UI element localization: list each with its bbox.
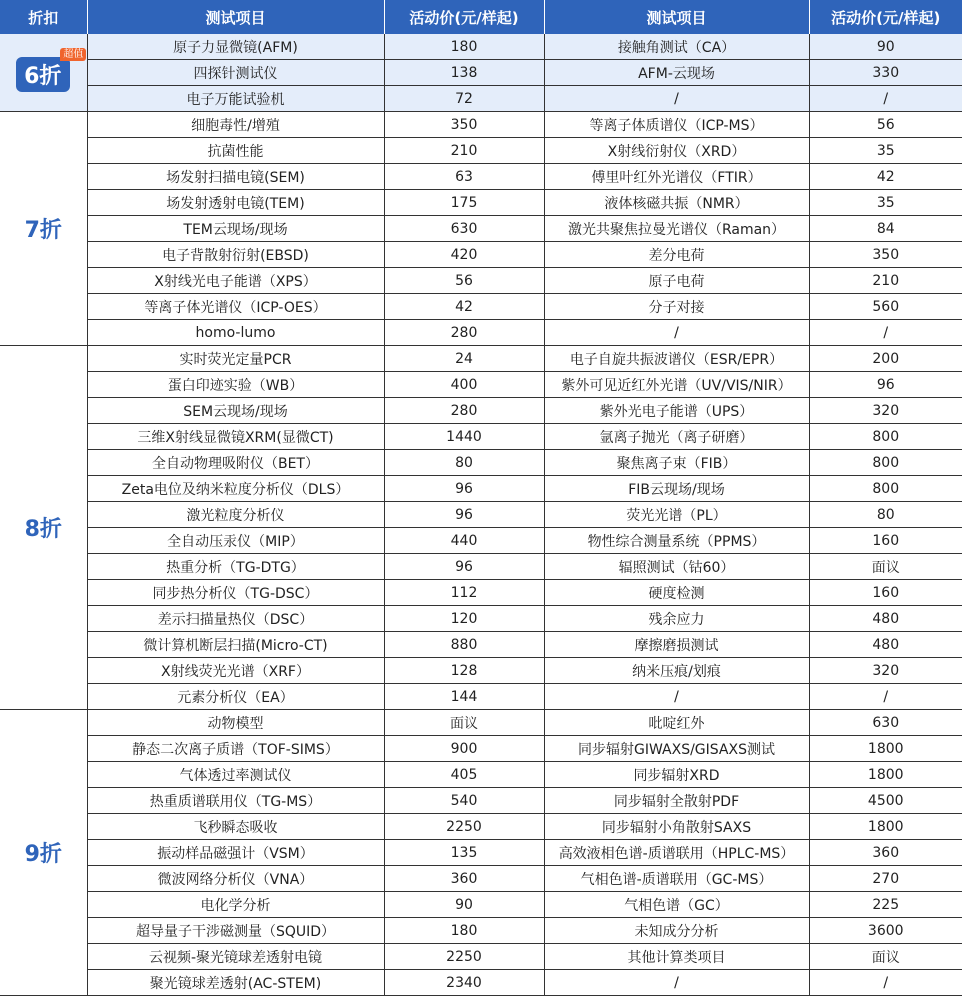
item-price-2: / (809, 970, 962, 996)
table-header (0, 0, 962, 34)
item-name-2: 氩离子抛光（离子研磨） (544, 424, 809, 450)
item-price: 280 (384, 398, 544, 424)
item-price: 96 (384, 554, 544, 580)
discount-group (0, 112, 962, 346)
item-name: 三维X射线显微镜XRM(显微CT) (87, 424, 384, 450)
table-row (0, 450, 962, 476)
item-price-2: 480 (809, 606, 962, 632)
item-price: 24 (384, 346, 544, 372)
item-name: 热重质谱联用仪（TG-MS） (87, 788, 384, 814)
item-price-2: 800 (809, 476, 962, 502)
item-price: 405 (384, 762, 544, 788)
item-price: 880 (384, 632, 544, 658)
item-name: 热重分析（TG-DTG） (87, 554, 384, 580)
item-price: 135 (384, 840, 544, 866)
item-price-2: 84 (809, 216, 962, 242)
item-name: 静态二次离子质谱（TOF-SIMS） (87, 736, 384, 762)
item-price-2: 面议 (809, 944, 962, 970)
discount-group (0, 710, 962, 996)
discount-cell: 7折 (0, 112, 87, 346)
item-name: TEM云现场/现场 (87, 216, 384, 242)
item-price: 350 (384, 112, 544, 138)
table-row (0, 34, 962, 60)
table-row (0, 112, 962, 138)
item-price: 900 (384, 736, 544, 762)
item-name-2: 其他计算类项目 (544, 944, 809, 970)
item-name: 电子万能试验机 (87, 86, 384, 112)
item-price: 440 (384, 528, 544, 554)
item-price: 2250 (384, 944, 544, 970)
item-name-2: FIB云现场/现场 (544, 476, 809, 502)
item-price: 400 (384, 372, 544, 398)
table-row (0, 346, 962, 372)
item-name: 场发射扫描电镜(SEM) (87, 164, 384, 190)
table-row (0, 268, 962, 294)
item-price-2: 35 (809, 138, 962, 164)
item-name: 气体透过率测试仪 (87, 762, 384, 788)
item-price: 2250 (384, 814, 544, 840)
table-row (0, 762, 962, 788)
table-row (0, 502, 962, 528)
table-row (0, 580, 962, 606)
item-price: 280 (384, 320, 544, 346)
header-row (0, 0, 962, 34)
item-name: 蛋白印迹实验（WB） (87, 372, 384, 398)
table-row (0, 788, 962, 814)
item-name-2: 荧光光谱（PL） (544, 502, 809, 528)
item-name: homo-lumo (87, 320, 384, 346)
table-row (0, 528, 962, 554)
item-price-2: 4500 (809, 788, 962, 814)
item-price: 2340 (384, 970, 544, 996)
table-row (0, 242, 962, 268)
table-row (0, 632, 962, 658)
table-row (0, 710, 962, 736)
item-price: 128 (384, 658, 544, 684)
item-price-2: 210 (809, 268, 962, 294)
item-name: 差示扫描量热仪（DSC） (87, 606, 384, 632)
item-price-2: 360 (809, 840, 962, 866)
item-name-2: 聚焦离子束（FIB） (544, 450, 809, 476)
item-name-2: / (544, 970, 809, 996)
item-price-2: 160 (809, 528, 962, 554)
item-name: 激光粒度分析仪 (87, 502, 384, 528)
item-name: SEM云现场/现场 (87, 398, 384, 424)
table-row (0, 424, 962, 450)
item-name-2: 辐照测试（钴60） (544, 554, 809, 580)
item-price: 210 (384, 138, 544, 164)
table-row (0, 554, 962, 580)
item-name: 超导量子干涉磁测量（SQUID） (87, 918, 384, 944)
item-price: 63 (384, 164, 544, 190)
table-row (0, 320, 962, 346)
item-price: 96 (384, 476, 544, 502)
item-name-2: 纳米压痕/划痕 (544, 658, 809, 684)
item-price: 180 (384, 918, 544, 944)
item-price: 540 (384, 788, 544, 814)
item-name-2: 液体核磁共振（NMR） (544, 190, 809, 216)
item-price: 175 (384, 190, 544, 216)
item-name-2: 紫外光电子能谱（UPS） (544, 398, 809, 424)
item-name: 细胞毒性/增殖 (87, 112, 384, 138)
super-value-tag: 超值 (60, 48, 86, 61)
item-price-2: / (809, 684, 962, 710)
header-item: 测试项目 (87, 0, 384, 34)
item-price: 144 (384, 684, 544, 710)
discount-label: 6折 (24, 64, 62, 89)
item-name: 云视频-聚光镜球差透射电镜 (87, 944, 384, 970)
discount-cell: 8折 (0, 346, 87, 710)
item-price-2: 1800 (809, 762, 962, 788)
item-name: 原子力显微镜(AFM) (87, 34, 384, 60)
item-name-2: 分子对接 (544, 294, 809, 320)
item-price-2: 56 (809, 112, 962, 138)
discount-cell (0, 34, 87, 112)
table-row (0, 190, 962, 216)
discount-badge (16, 49, 84, 92)
item-price-2: 225 (809, 892, 962, 918)
item-name-2: 傅里叶红外光谱仪（FTIR） (544, 164, 809, 190)
item-name-2: 同步辐射XRD (544, 762, 809, 788)
item-price-2: 面议 (809, 554, 962, 580)
item-price-2: 1800 (809, 814, 962, 840)
header-discount: 折扣 (0, 0, 87, 34)
item-name-2: 摩擦磨损测试 (544, 632, 809, 658)
item-name-2: 原子电荷 (544, 268, 809, 294)
table-row (0, 216, 962, 242)
item-name-2: 硬度检测 (544, 580, 809, 606)
item-price-2: 320 (809, 658, 962, 684)
item-price: 42 (384, 294, 544, 320)
table-row (0, 918, 962, 944)
item-name: X射线光电子能谱（XPS） (87, 268, 384, 294)
table-row (0, 476, 962, 502)
item-name: 微计算机断层扫描(Micro-CT) (87, 632, 384, 658)
table-row (0, 606, 962, 632)
item-name: 全自动压汞仪（MIP） (87, 528, 384, 554)
item-price: 72 (384, 86, 544, 112)
item-price-2: 560 (809, 294, 962, 320)
item-name-2: X射线衍射仪（XRD） (544, 138, 809, 164)
item-name: 实时荧光定量PCR (87, 346, 384, 372)
discount-group (0, 346, 962, 710)
table-row (0, 372, 962, 398)
item-name-2: 紫外可见近红外光谱（UV/VIS/NIR） (544, 372, 809, 398)
item-name-2: 同步辐射小角散射SAXS (544, 814, 809, 840)
item-price-2: 630 (809, 710, 962, 736)
table-row (0, 164, 962, 190)
item-price: 120 (384, 606, 544, 632)
item-price: 80 (384, 450, 544, 476)
table-row (0, 944, 962, 970)
item-price-2: 3600 (809, 918, 962, 944)
item-name: 动物模型 (87, 710, 384, 736)
item-price: 138 (384, 60, 544, 86)
item-name-2: 差分电荷 (544, 242, 809, 268)
item-price-2: 800 (809, 450, 962, 476)
table-row (0, 138, 962, 164)
item-name: 等离子体光谱仪（ICP-OES） (87, 294, 384, 320)
item-price: 420 (384, 242, 544, 268)
table-row (0, 866, 962, 892)
item-name: 振动样品磁强计（VSM） (87, 840, 384, 866)
discount-group (0, 34, 962, 112)
item-price: 90 (384, 892, 544, 918)
item-price-2: 90 (809, 34, 962, 60)
item-name-2: 电子自旋共振波谱仪（ESR/EPR） (544, 346, 809, 372)
item-price-2: 350 (809, 242, 962, 268)
table-row (0, 294, 962, 320)
item-price-2: 330 (809, 60, 962, 86)
item-name-2: / (544, 86, 809, 112)
table-row (0, 814, 962, 840)
table-row (0, 970, 962, 996)
item-name: X射线荧光光谱（XRF） (87, 658, 384, 684)
table-row (0, 892, 962, 918)
item-name: 飞秒瞬态吸收 (87, 814, 384, 840)
item-name-2: 气相色谱（GC） (544, 892, 809, 918)
table-row (0, 60, 962, 86)
item-name: 电子背散射衍射(EBSD) (87, 242, 384, 268)
item-name: 全自动物理吸附仪（BET） (87, 450, 384, 476)
item-price-2: / (809, 320, 962, 346)
item-name-2: 同步辐射全散射PDF (544, 788, 809, 814)
item-name: 电化学分析 (87, 892, 384, 918)
item-name-2: 物性综合测量系统（PPMS） (544, 528, 809, 554)
item-price-2: 480 (809, 632, 962, 658)
item-price: 360 (384, 866, 544, 892)
item-price-2: 160 (809, 580, 962, 606)
item-name-2: 高效液相色谱-质谱联用（HPLC-MS） (544, 840, 809, 866)
header-price-2: 活动价(元/样起) (809, 0, 962, 34)
item-price-2: 800 (809, 424, 962, 450)
table-row (0, 398, 962, 424)
item-name-2: 激光共聚焦拉曼光谱仪（Raman） (544, 216, 809, 242)
item-price-2: 320 (809, 398, 962, 424)
item-name: 同步热分析仪（TG-DSC） (87, 580, 384, 606)
table-row (0, 736, 962, 762)
item-price-2: 96 (809, 372, 962, 398)
table-row (0, 658, 962, 684)
item-price: 1440 (384, 424, 544, 450)
discount-cell: 9折 (0, 710, 87, 996)
item-name-2: 残余应力 (544, 606, 809, 632)
table-row (0, 684, 962, 710)
item-name: 场发射透射电镜(TEM) (87, 190, 384, 216)
item-name-2: / (544, 684, 809, 710)
item-price: 56 (384, 268, 544, 294)
item-price: 96 (384, 502, 544, 528)
item-name-2: 未知成分分析 (544, 918, 809, 944)
item-price: 630 (384, 216, 544, 242)
table-row (0, 86, 962, 112)
item-price-2: 200 (809, 346, 962, 372)
item-name-2: 接触角测试（CA） (544, 34, 809, 60)
item-price-2: 80 (809, 502, 962, 528)
item-price-2: / (809, 86, 962, 112)
item-price: 面议 (384, 710, 544, 736)
header-price: 活动价(元/样起) (384, 0, 544, 34)
item-name: Zeta电位及纳米粒度分析仪（DLS） (87, 476, 384, 502)
item-name-2: 等离子体质谱仪（ICP-MS） (544, 112, 809, 138)
item-name-2: / (544, 320, 809, 346)
item-name-2: 同步辐射GIWAXS/GISAXS测试 (544, 736, 809, 762)
item-name-2: AFM-云现场 (544, 60, 809, 86)
item-name-2: 气相色谱-质谱联用（GC-MS） (544, 866, 809, 892)
item-name: 元素分析仪（EA） (87, 684, 384, 710)
item-name: 微波网络分析仪（VNA） (87, 866, 384, 892)
item-name-2: 吡啶红外 (544, 710, 809, 736)
item-price-2: 35 (809, 190, 962, 216)
table-row (0, 840, 962, 866)
item-price: 112 (384, 580, 544, 606)
item-name: 聚光镜球差透射(AC-STEM) (87, 970, 384, 996)
item-price-2: 270 (809, 866, 962, 892)
item-name: 抗菌性能 (87, 138, 384, 164)
header-item-2: 测试项目 (544, 0, 809, 34)
item-name: 四探针测试仪 (87, 60, 384, 86)
item-price-2: 1800 (809, 736, 962, 762)
item-price: 180 (384, 34, 544, 60)
item-price-2: 42 (809, 164, 962, 190)
